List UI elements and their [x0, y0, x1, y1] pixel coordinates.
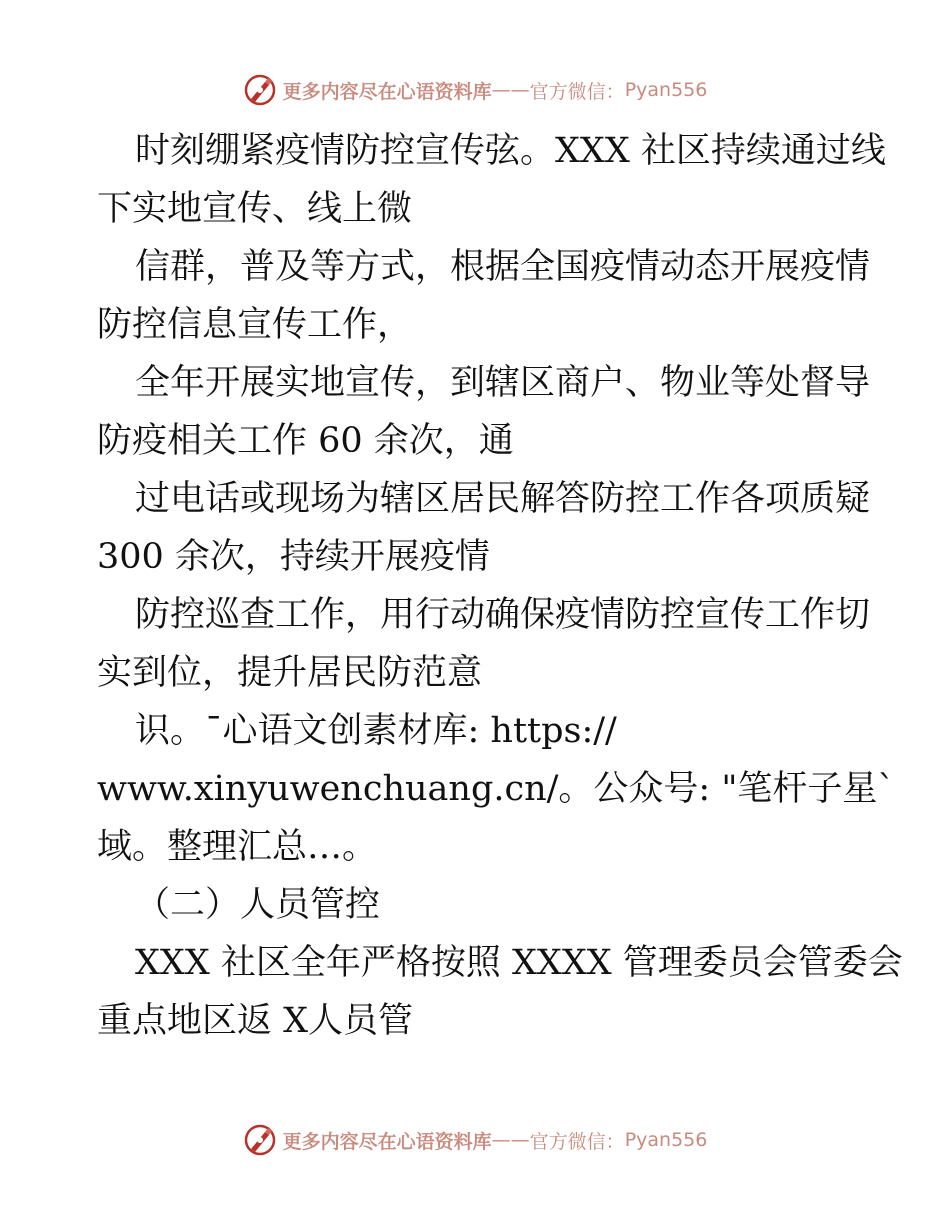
body-line: 防疫相关工作 60 余次，通 [97, 421, 514, 461]
body-line: 过电话或现场为辖区居民解答防控工作各项质疑 [135, 479, 871, 519]
body-line: XXX 社区全年严格按照 XXXX 管理委员会管委会 [135, 943, 903, 983]
body-line: 全年开展实地宣传，到辖区商户、物业等处督导 [135, 363, 871, 403]
body-line: 识。¯心语文创素材库: https:// [135, 711, 617, 751]
footer-banner [0, 1120, 950, 1160]
header-banner [0, 70, 950, 110]
section-heading: （二）人员管控 [135, 885, 381, 925]
footer-wechat-id: Pyan556 [624, 1129, 708, 1151]
body-line: 防控巡查工作，用行动确保疫情防控宣传工作切 [135, 595, 871, 635]
header-dash: —— [491, 79, 530, 101]
footer-slogan: 更多内容尽在心语资料库 [282, 1130, 492, 1153]
body-line: 300 余次，持续开展疫情 [97, 537, 490, 577]
body-line: 重点地区返 X人员管 [97, 1001, 414, 1041]
body-line: 防控信息宣传工作， [97, 305, 413, 345]
body-line: 域。整理汇总…。 [97, 827, 378, 867]
body-line: 实到位，提升居民防范意 [97, 653, 483, 693]
header-wechat-label: 官方微信： [529, 80, 625, 103]
footer-wechat-label: 官方微信： [529, 1130, 625, 1153]
pen-logo-icon [243, 73, 277, 107]
header-wechat-id: Pyan556 [624, 79, 708, 101]
pen-logo-icon [243, 1123, 277, 1157]
header-slogan: 更多内容尽在心语资料库 [282, 80, 492, 103]
body-line: www.xinyuwenchuang.cn/。公众号: "笔杆子星` [97, 769, 895, 809]
body-line: 时刻绷紧疫情防控宣传弦。XXX 社区持续通过线 [135, 131, 886, 171]
document-body [97, 122, 903, 1050]
body-line: 信群，普及等方式，根据全国疫情动态开展疫情 [135, 247, 871, 287]
footer-dash: —— [491, 1129, 530, 1151]
body-line: 下实地宣传、线上微 [97, 189, 413, 229]
